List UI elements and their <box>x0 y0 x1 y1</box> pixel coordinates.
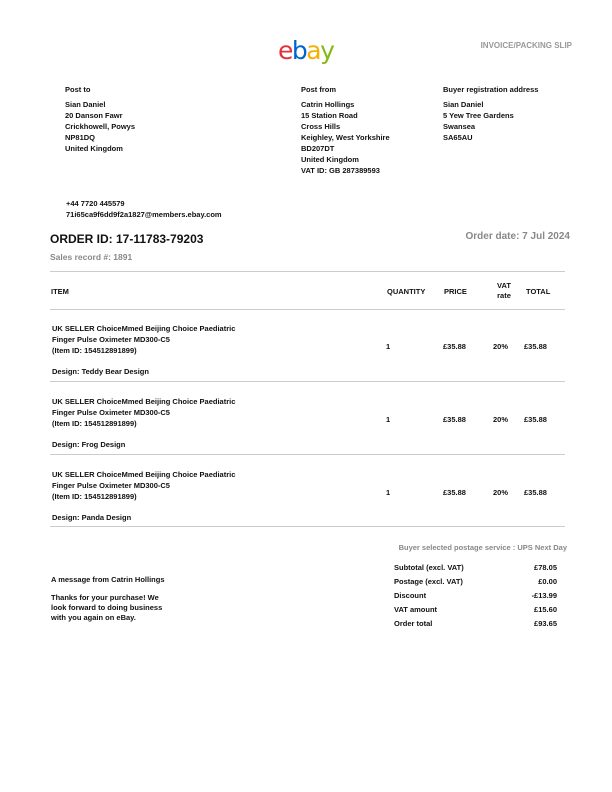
item-title-cont: Finger Pulse Oximeter MD300-C5 <box>52 481 170 490</box>
totals-value: -£13.99 <box>531 591 557 600</box>
address-line: 20 Danson Fawr <box>65 111 123 120</box>
totals-label: Discount <box>394 591 427 600</box>
totals-value: £78.05 <box>534 563 557 572</box>
item-title-cont: Finger Pulse Oximeter MD300-C5 <box>52 335 170 344</box>
postage-row <box>394 575 557 589</box>
item-design: Design: Teddy Bear Design <box>52 367 149 376</box>
subtotal-row <box>394 561 557 575</box>
address-line: Swansea <box>443 122 476 131</box>
item-quantity: 1 <box>386 415 391 424</box>
logo-a: a <box>306 36 321 65</box>
buyer-reg-heading: Buyer registration address <box>443 85 539 94</box>
order-id: ORDER ID: 17-11783-79203 <box>50 232 204 246</box>
logo-b: b <box>291 36 307 65</box>
post-to-heading: Post to <box>65 85 91 94</box>
item-price: £35.88 <box>443 342 466 351</box>
phone: +44 7720 445579 <box>66 199 125 208</box>
address-line: United Kingdom <box>65 144 123 153</box>
totals-label: Subtotal (excl. VAT) <box>394 563 464 572</box>
address-line: United Kingdom <box>301 155 359 164</box>
item-title-cont: Finger Pulse Oximeter MD300-C5 <box>52 408 170 417</box>
address-line: SA65AU <box>443 133 473 142</box>
header-total: TOTAL <box>526 287 551 296</box>
item-id: (Item ID: 154512891899) <box>52 419 137 428</box>
item-total: £35.88 <box>524 415 547 424</box>
post-from-heading: Post from <box>301 85 337 94</box>
totals <box>394 561 557 631</box>
item-id: (Item ID: 154512891899) <box>52 492 137 501</box>
address-line: BD207DT <box>301 144 335 153</box>
item-design: Design: Panda Design <box>52 513 132 522</box>
address-line: Sian Daniel <box>443 100 484 109</box>
header-vat-rate: VAT rate <box>497 281 511 300</box>
item-title: UK SELLER ChoiceMmed Beijing Choice Paediatric <box>52 470 236 479</box>
totals-label: VAT amount <box>394 605 438 614</box>
address-line: VAT ID: GB 287389593 <box>301 166 380 175</box>
sales-record: Sales record #: 1891 <box>50 252 133 262</box>
item-title: UK SELLER ChoiceMmed Beijing Choice Paediatric <box>52 324 236 333</box>
address-line: Cross Hills <box>301 122 341 131</box>
divider <box>50 381 565 382</box>
buyer-registration-address <box>443 84 538 143</box>
header-quantity: QUANTITY <box>387 287 426 296</box>
divider <box>50 271 565 272</box>
address-line: 15 Station Road <box>301 111 358 120</box>
item-quantity: 1 <box>386 488 391 497</box>
item-quantity: 1 <box>386 342 391 351</box>
totals-value: £0.00 <box>538 577 557 586</box>
divider <box>50 309 565 310</box>
message-line: with you again on eBay. <box>51 613 136 622</box>
header-price: PRICE <box>444 287 467 296</box>
totals-label: Postage (excl. VAT) <box>394 577 463 586</box>
item-id: (Item ID: 154512891899) <box>52 346 137 355</box>
address-line: 5 Yew Tree Gardens <box>443 111 514 120</box>
totals-value: £93.65 <box>534 619 557 628</box>
header-item: ITEM <box>51 287 69 296</box>
address-line: Crickhowell, Powys <box>65 122 136 131</box>
contact-info <box>66 198 222 220</box>
address-line: Keighley, West Yorkshire <box>301 133 390 142</box>
order-total-row <box>394 617 557 631</box>
logo-y: y <box>320 36 334 65</box>
post-to <box>65 84 135 154</box>
item-vat: 20% <box>493 415 509 424</box>
vat-row <box>394 603 557 617</box>
postage-service: Buyer selected postage service : UPS Next Day <box>398 543 567 552</box>
item-vat: 20% <box>493 488 509 497</box>
logo-e: e <box>278 36 292 65</box>
order-date: Order date: 7 Jul 2024 <box>465 231 570 242</box>
address-line: Sian Daniel <box>65 100 106 109</box>
email: 71i65ca9f6dd9f2a1827@members.ebay.com <box>66 210 222 219</box>
message-heading: A message from Catrin Hollings <box>51 575 165 584</box>
item-total: £35.88 <box>524 488 547 497</box>
divider <box>50 454 565 455</box>
document-type: INVOICE/PACKING SLIP <box>480 41 572 50</box>
item-price: £35.88 <box>443 488 466 497</box>
totals-value: £15.60 <box>534 605 557 614</box>
item-total: £35.88 <box>524 342 547 351</box>
post-from <box>301 84 390 176</box>
address-line: Catrin Hollings <box>301 100 355 109</box>
seller-message <box>51 574 165 623</box>
item-design: Design: Frog Design <box>52 440 126 449</box>
item-title: UK SELLER ChoiceMmed Beijing Choice Paediatric <box>52 397 236 406</box>
divider <box>50 526 565 527</box>
item-vat: 20% <box>493 342 509 351</box>
item-price: £35.88 <box>443 415 466 424</box>
address-line: NP81DQ <box>65 133 96 142</box>
ebay-logo <box>278 36 333 65</box>
message-line: Thanks for your purchase! We <box>51 593 159 602</box>
message-line: look forward to doing business <box>51 603 163 612</box>
discount-row <box>394 589 557 603</box>
totals-label: Order total <box>394 619 433 628</box>
